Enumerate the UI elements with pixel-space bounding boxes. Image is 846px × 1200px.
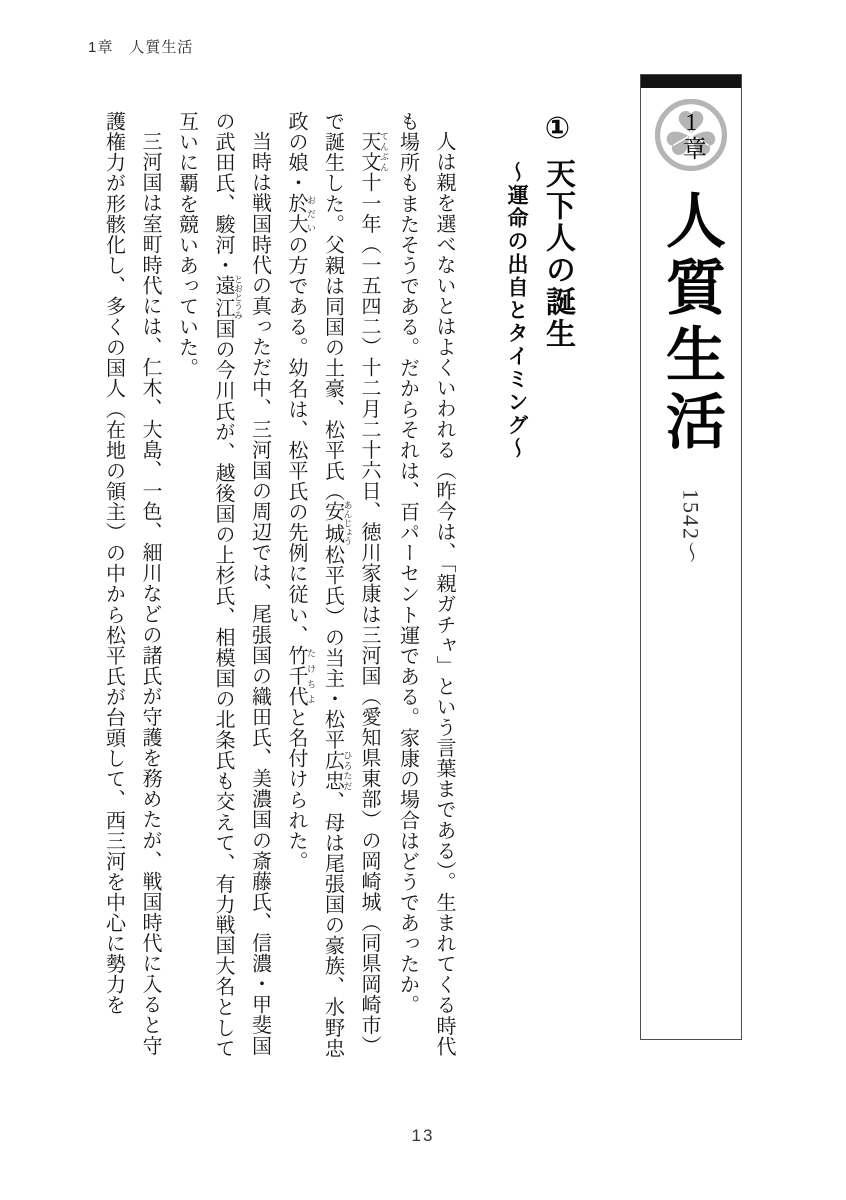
ruby-annotated-text: 竹千代 たけちよ xyxy=(285,645,316,707)
ruby-annotated-text: 広忠 ひろただ xyxy=(321,750,353,792)
chapter-title: 人質生活 xyxy=(658,189,724,457)
section-heading: ① 天下人の誕生 xyxy=(541,111,574,351)
page-number: 13 xyxy=(411,1126,435,1145)
chapter-crest xyxy=(653,97,729,173)
paragraph: 当時は戦国時代の真っただ中、三河国の周辺では、尾張国の織田氏、美濃国の斎藤氏、信濃・甲斐国の武田氏、駿河・遠江 とおとうみ国の今川氏が、越後国の上杉氏、相模国の北条氏も交えて、有力戦国大名として互いに覇を競いあっていた。 xyxy=(175,111,271,1059)
section-subtitle: ～運命の出自とタイミング～ xyxy=(505,161,528,460)
running-header: 1章 人質生活 xyxy=(88,39,194,56)
body-text xyxy=(97,111,462,1061)
chapter-panel xyxy=(640,74,742,1040)
paragraph: 三河国は室町時代には、仁木、大島、一色、細川などの諸氏が守護を務めたが、戦国時代に入ると守護権力が形骸化し、多くの国人（在地の領主）の中から松平氏が台頭して、西三河を中心に勢力を xyxy=(102,111,161,1056)
paragraph: 人は親を選べないとはよくいわれる（昨今は、「親ガチャ」という言葉まである）。生まれてくる時代も場所もまたそうである。だからそれは、百パーセント運である。家康の場合はどうであったか。 xyxy=(396,111,455,1057)
chapter-year-range: 1542～ xyxy=(678,489,704,565)
chapter-number: 1章 xyxy=(678,110,705,160)
ruby-annotated-text: 遠江 とおとうみ xyxy=(212,274,243,320)
panel-top-bar xyxy=(641,75,741,88)
ruby-annotated-text: 天文 てんぶん xyxy=(358,131,389,173)
paragraph: 天文 てんぶん十一年（一五四二）十二月二十六日、徳川家康は三河国（愛知県東部）の岡崎城（同県岡崎市）で誕生した。父親は同国の土豪、松平氏（安城 あんじょう松平氏）の当主・松平広忠 ひろただ、母は尾張国の豪族、水野忠政の娘・於大 おだいの方である。幼名は、松平氏の先例に従い、竹千代 たけちよと名付けられた。 xyxy=(285,111,389,1059)
ruby-annotated-text: 於大 おだい xyxy=(285,193,316,235)
ruby-annotated-text: 安城 あんじょう xyxy=(321,500,353,546)
